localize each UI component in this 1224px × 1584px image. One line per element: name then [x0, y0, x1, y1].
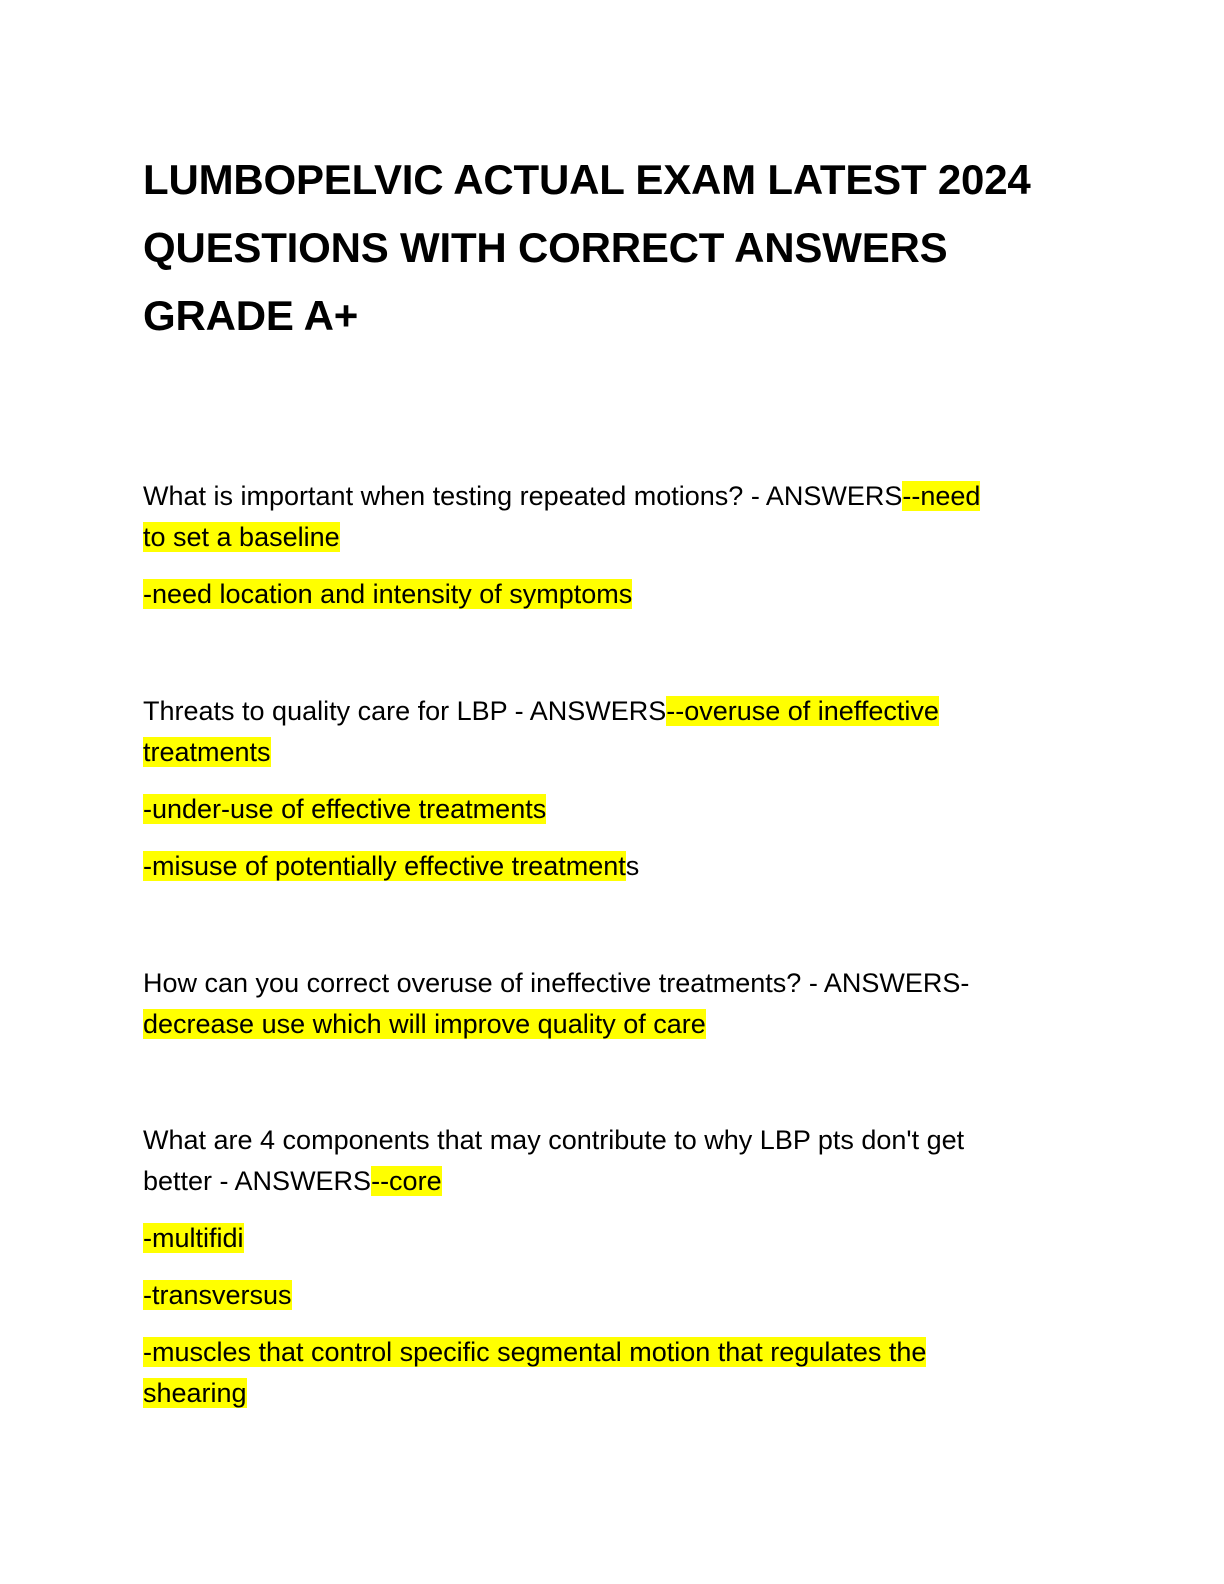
answer-highlight: -under-use of effective treatments	[143, 794, 547, 824]
answer-highlight: --need	[902, 481, 981, 511]
answer-highlight: decrease use which will improve quality of care	[143, 1009, 706, 1039]
answer-highlight: -misuse of potentially effective treatment	[143, 851, 626, 881]
answer-highlight: --core	[371, 1166, 442, 1196]
question-line	[143, 691, 1103, 732]
answer-line	[143, 1275, 1103, 1316]
answer-text: s	[625, 851, 640, 881]
qa-block-4	[143, 1120, 1103, 1414]
question-line	[143, 1161, 1103, 1202]
answer-highlight: to set a baseline	[143, 522, 340, 552]
document-title	[143, 146, 1103, 350]
answer-line	[143, 1218, 1103, 1259]
answer-highlight: treatments	[143, 737, 271, 767]
answer-highlight: -transversus	[143, 1280, 292, 1310]
title-line-3: GRADE A+	[143, 292, 359, 339]
question-line	[143, 517, 1103, 558]
title-line-1: LUMBOPELVIC ACTUAL EXAM LATEST 2024	[143, 156, 1031, 203]
answer-highlight: --overuse of ineffective	[666, 696, 939, 726]
answer-highlight: -muscles that control specific segmental motion that regulates the	[143, 1337, 927, 1367]
answer-line	[143, 1004, 1103, 1045]
question-line	[143, 963, 1103, 1004]
title-line-2: QUESTIONS WITH CORRECT ANSWERS	[143, 224, 948, 271]
answer-line	[143, 1332, 1103, 1373]
qa-block-1	[143, 476, 1103, 615]
answer-line	[143, 1373, 1103, 1414]
answer-line	[143, 846, 1103, 887]
qa-block-3	[143, 963, 1103, 1045]
answer-line	[143, 789, 1103, 830]
answer-highlight: -multifidi	[143, 1223, 244, 1253]
qa-block-2	[143, 691, 1103, 887]
question-text: better - ANSWERS	[143, 1166, 372, 1196]
answer-highlight: -need location and intensity of symptoms	[143, 579, 633, 609]
question-text: What are 4 components that may contribute to why LBP pts don't get	[143, 1125, 965, 1155]
question-text: What is important when testing repeated motions? - ANSWERS	[143, 481, 903, 511]
question-line	[143, 476, 1103, 517]
question-text: How can you correct overuse of ineffective treatments? - ANSWERS-	[143, 968, 970, 998]
answer-line	[143, 574, 1103, 615]
question-text: Threats to quality care for LBP - ANSWERS	[143, 696, 667, 726]
answer-highlight: shearing	[143, 1378, 247, 1408]
question-line	[143, 732, 1103, 773]
question-line	[143, 1120, 1103, 1161]
